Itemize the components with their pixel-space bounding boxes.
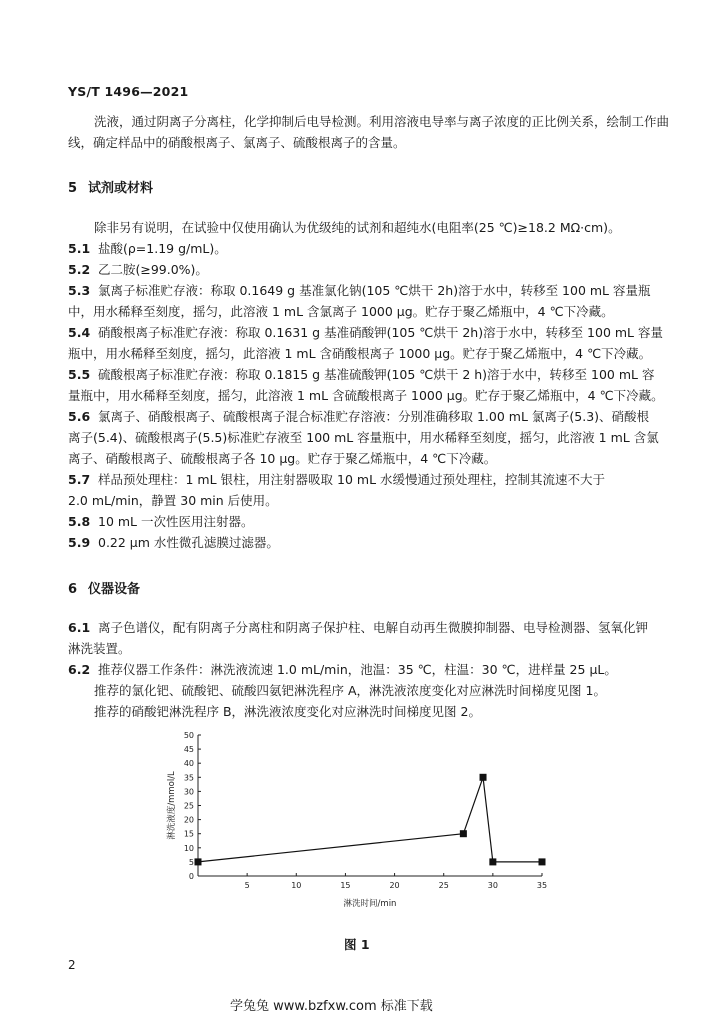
clause-5-2: 5.2 乙二胺(≥99.0%)。 (68, 262, 208, 277)
data-point-marker (460, 830, 467, 837)
x-tick-label: 10 (291, 881, 302, 890)
y-tick-label: 30 (183, 787, 194, 797)
clause-5-4: 5.4 硝酸根离子标准贮存液：称取 0.1631 g 基准硝酸钾(105 ℃烘干 2h)溶于水中，转移至 100 mL 容量 (68, 325, 663, 340)
clause-5-5-cont: 量瓶中，用水稀释至刻度，摇匀，此溶液 1 mL 含硫酸根离子 1000 μg。贮存于聚乙烯瓶中，4 ℃下冷藏。 (68, 388, 664, 403)
data-point-marker (489, 858, 496, 865)
clause-5-5: 5.5 硫酸根离子标准贮存液：称取 0.1815 g 基准硫酸钾(105 ℃烘干 2 h)溶于水中，转移至 100 mL 容 (68, 367, 655, 382)
y-tick-label: 5 (188, 857, 194, 867)
standard-number: YS/T 1496—2021 (68, 84, 189, 99)
section-5-heading (68, 177, 153, 196)
intro-line: 洗液，通过阴离子分离柱，化学抑制后电导检测。利用溶液电导率与离子浓度的正比例关系，绘制工作曲 (94, 114, 670, 129)
clause-5-3: 5.3 氯离子标准贮存液：称取 0.1649 g 基准氯化钠(105 ℃烘干 2h)溶于水中，转移至 100 mL 容量瓶 (68, 283, 651, 298)
section-number: 6 (68, 582, 78, 597)
clause-5-9: 5.9 0.22 μm 水性微孔滤膜过滤器。 (68, 535, 279, 550)
y-tick-label: 40 (183, 759, 194, 769)
x-tick-label: 30 (487, 881, 498, 890)
x-tick-label: 15 (340, 881, 351, 890)
y-axis-label: 淋洗液度/mmol/L (167, 771, 177, 840)
series-line (198, 777, 542, 862)
figure-1-reference: 推荐的氯化钯、硫酸钯、硫酸四氨钯淋洗程序 A，淋洗液浓度变化对应淋洗时间梯度见图 1。 (94, 683, 606, 698)
figure-2-reference: 推荐的硝酸钯淋洗程序 B，淋洗液浓度变化对应淋洗时间梯度见图 2。 (94, 704, 481, 719)
x-tick-label: 25 (438, 881, 449, 890)
section-number: 5 (68, 181, 78, 196)
clause-5-3-cont: 中，用水稀释至刻度，摇匀，此溶液 1 mL 含氯离子 1000 μg。贮存于聚乙烯瓶中，4 ℃下冷藏。 (68, 304, 614, 319)
footer-watermark: 学兔兔 www.bzfxw.com 标准下载 (230, 999, 433, 1014)
data-point-marker (539, 858, 546, 865)
data-point-marker (195, 858, 202, 865)
clause-5-1: 5.1 盐酸(ρ=1.19 g/mL)。 (68, 241, 227, 256)
y-tick-label: 20 (183, 815, 194, 825)
section-5-body (68, 217, 664, 553)
clause-5-6-cont: 离子(5.4)、硫酸根离子(5.5)标准贮存液至 100 mL 容量瓶中，用水稀释至刻度，摇匀，此溶液 1 mL 含氯 (68, 430, 659, 445)
clause-5-7-cont: 2.0 mL/min，静置 30 min 后使用。 (68, 493, 278, 508)
clause-5-6-cont: 离子、硝酸根离子、硫酸根离子各 10 μg。贮存于聚乙烯瓶中，4 ℃下冷藏。 (68, 451, 497, 466)
page-number: 2 (68, 958, 76, 972)
y-tick-label: 35 (183, 773, 194, 783)
section-title: 仪器设备 (88, 582, 141, 597)
x-tick-label: 20 (389, 881, 400, 890)
figure-caption: 图 1 (344, 937, 370, 952)
elution-gradient-chart (160, 725, 560, 920)
y-tick-label: 45 (183, 745, 194, 755)
clause-6-1-cont: 淋洗装置。 (68, 641, 131, 656)
y-tick-label: 10 (183, 843, 194, 853)
y-tick-label: 50 (183, 731, 194, 740)
intro-paragraph (68, 111, 670, 153)
clause-5-7: 5.7 样品预处理柱：1 mL 银柱，用注射器吸取 10 mL 水缓慢通过预处理柱，控制其流速不大于 (68, 472, 606, 487)
x-axis-label: 淋洗时间/min (343, 899, 397, 909)
clause-6-1: 6.1 离子色谱仪，配有阴离子分离柱和阴离子保护柱、电解自动再生微膜抑制器、电导检测器、氢氧化钾 (68, 620, 649, 635)
section-6-body (68, 617, 658, 722)
clause-5-8: 5.8 10 mL 一次性医用注射器。 (68, 514, 254, 529)
y-tick-label: 15 (183, 829, 194, 839)
x-tick-label: 35 (536, 881, 548, 890)
section-6-heading (68, 578, 140, 597)
section-5-lead: 除非另有说明，在试验中仅使用确认为优级纯的试剂和超纯水(电阻率(25 ℃)≥18.2 MΩ·cm)。 (94, 220, 621, 235)
clause-5-4-cont: 瓶中，用水稀释至刻度，摇匀，此溶液 1 mL 含硝酸根离子 1000 μg。贮存于聚乙烯瓶中，4 ℃下冷藏。 (68, 346, 652, 361)
section-title: 试剂或材料 (88, 181, 154, 196)
clause-5-6: 5.6 氯离子、硝酸根离子、硫酸根离子混合标准贮存溶液：分别准确移取 1.00 mL 氯离子(5.3)、硝酸根 (68, 409, 650, 424)
y-tick-label: 0 (188, 872, 194, 881)
clause-6-2: 6.2 推荐仪器工作条件：淋洗液流速 1.0 mL/min，池温：35 ℃，柱温：30 ℃，进样量 25 μL。 (68, 662, 617, 677)
intro-line: 线，确定样品中的硝酸根离子、氯离子、硫酸根离子的含量。 (68, 135, 406, 150)
y-tick-label: 25 (183, 801, 194, 811)
x-tick-label: 5 (244, 881, 250, 890)
data-point-marker (480, 774, 487, 781)
